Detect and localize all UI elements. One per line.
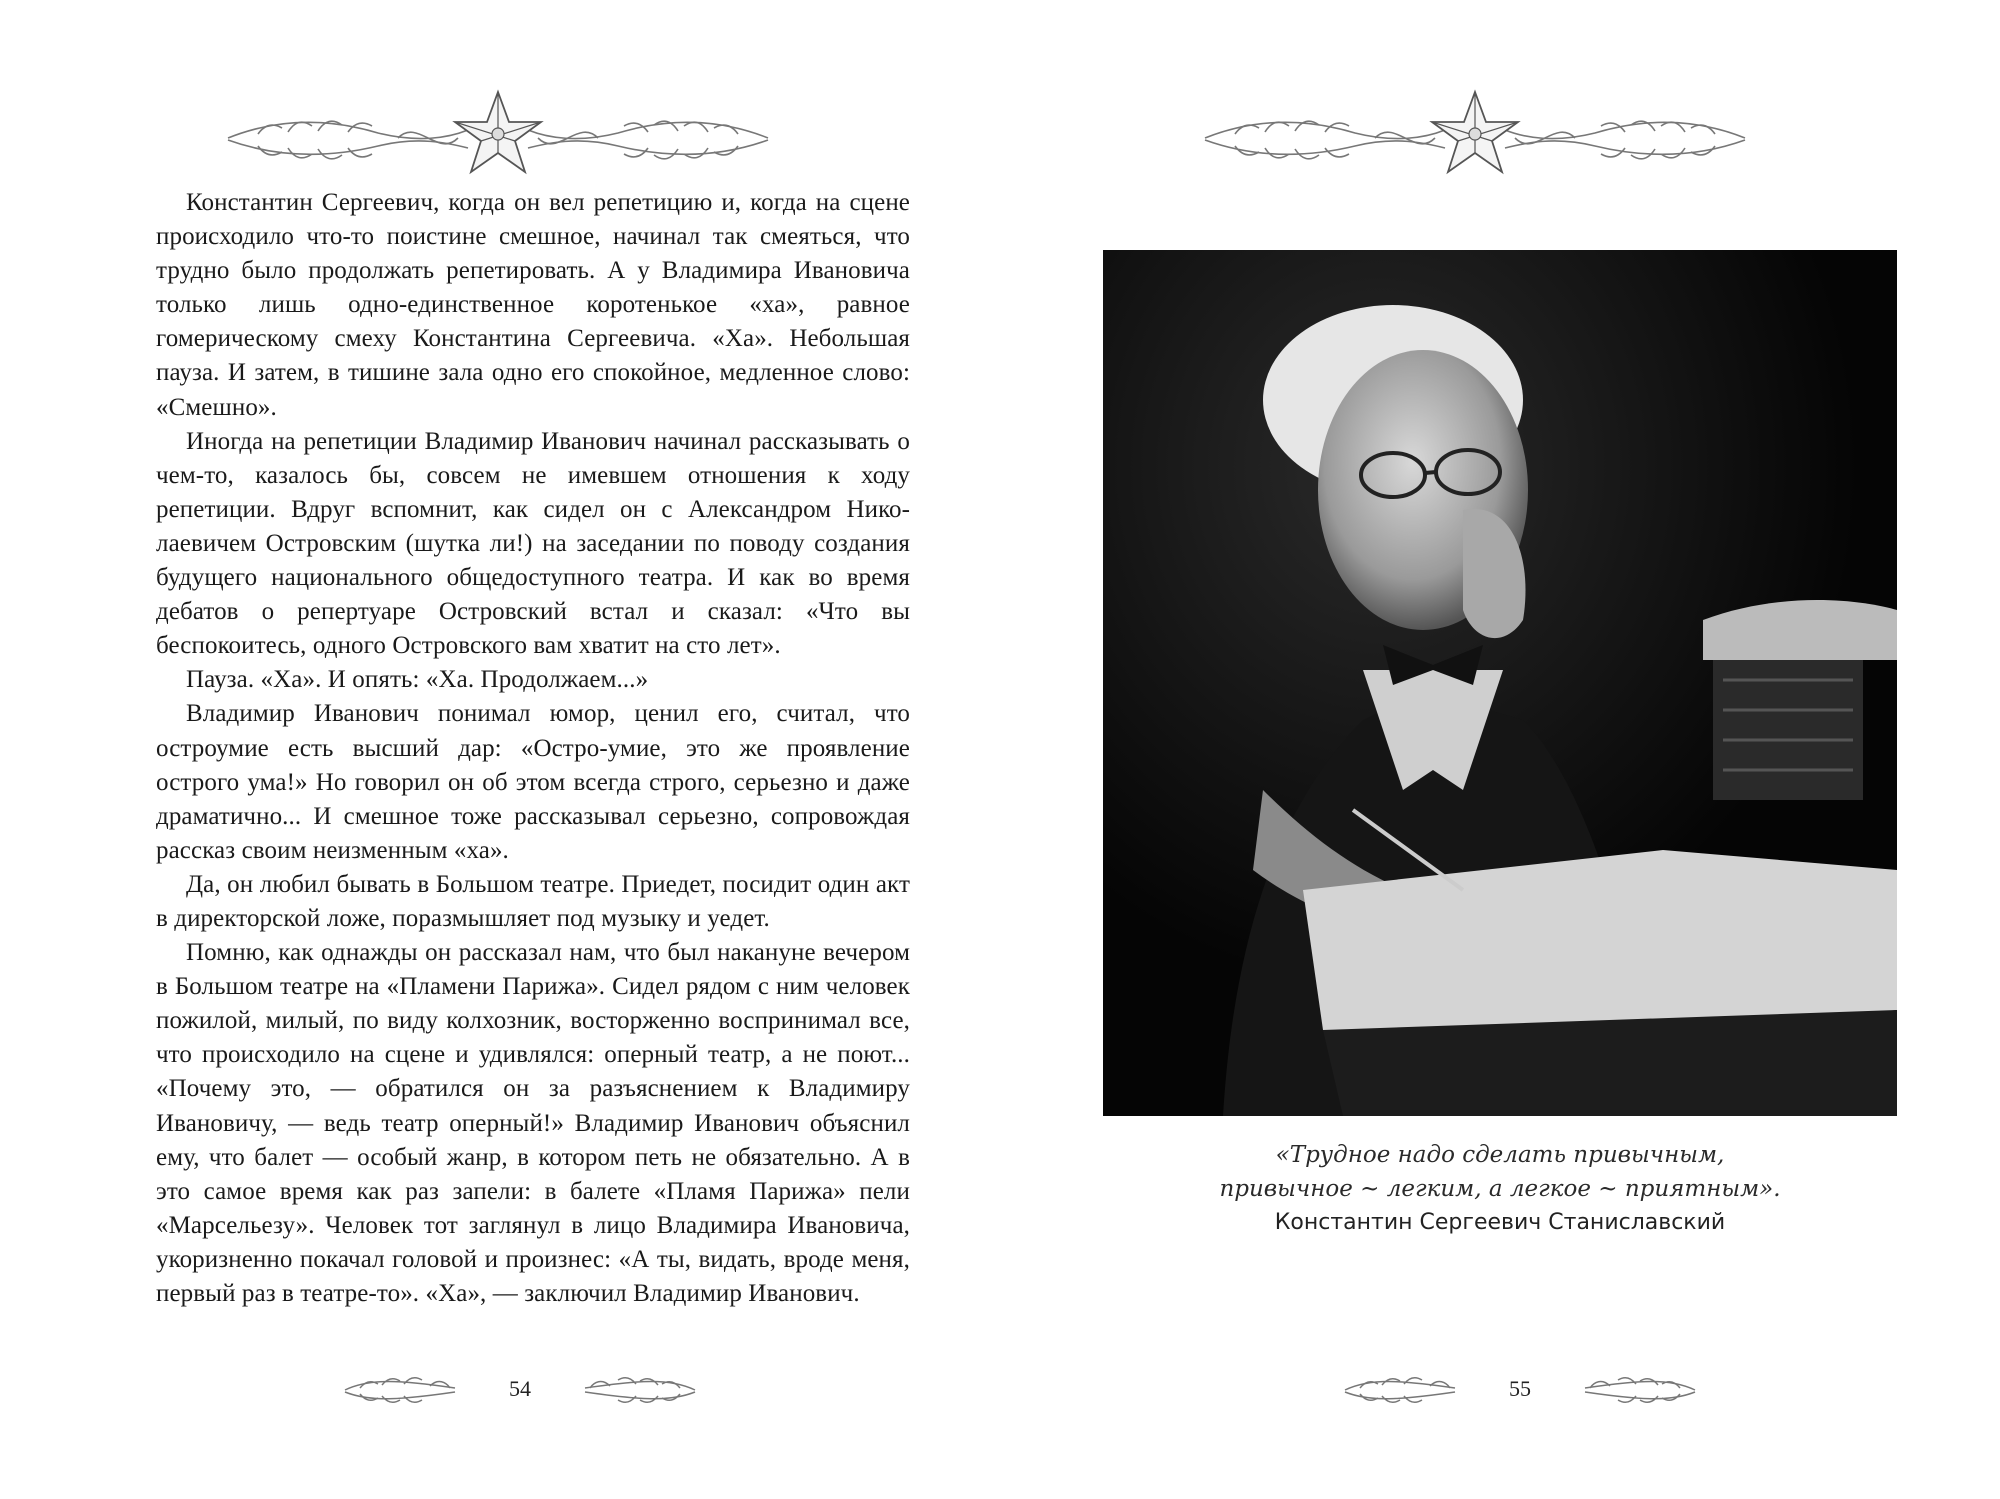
- paragraph: Да, он любил бывать в Большом театре. Приедет, посидит один акт в директорской ложе, поразмышляет под музыку и уедет.: [156, 870, 910, 932]
- caption-quote-line2: привычное ~ легким, а легкое ~ приятным».: [1219, 1176, 1781, 1202]
- paragraph: Помню, как однажды он рассказал нам, что был накануне вечером в Большом театре на «Пламени Парижа». Сидел рядом с ним человек пожилой, милый, по виду колхозник, восторженно воспринимал все, что происходило на сцене и удивлялся: оперный театр, а не поют... «Почему это, — обратился он за разъяснением к Владимиру Ивановичу, — ведь театр оперный!» Владимир Иванович объяснил ему, что балет — особый жанр, в котором петь не обязательно. А в это самое время как раз запели: в балете «Пламя Парижа» пели «Марсельезу». Человек тот заглянул в лицо Владимира Ивановича, укоризненно покачал головой и произнес: «А ты, видать, вроде меня, первый раз в театре-то». «Ха», — заключил Владимир Иванович.: [156, 939, 910, 1307]
- page-footer: [340, 1368, 700, 1418]
- right-page: [1000, 0, 2000, 1499]
- footer-sprig-icon: [580, 1368, 700, 1408]
- caption-quote-line1: «Трудное надо сделать привычным,: [1275, 1142, 1725, 1168]
- paragraph: Иногда на репетиции Владимир Иванович начинал рассказывать о чем-то, казалось бы, совсем не имевшем отношения к ходу репетиции. Вдруг вспомнит, как сидел он с Александром Николаевичем Островским (шутка ли!) на заседании по поводу создания будущего национального общедоступного театра. И как во время дебатов о репертуаре Островский встал и сказал: «Что вы беспокоитесь, одного Островского вам хватит на сто лет».: [156, 427, 910, 660]
- page-number: 55: [1509, 1376, 1531, 1401]
- portrait-photo: [1103, 250, 1897, 1116]
- page-footer: [1340, 1368, 1700, 1418]
- portrait-illustration: [1103, 250, 1897, 1116]
- body-text: [156, 186, 910, 1311]
- paragraph: Пауза. «Ха». И опять: «Ха. Продолжаем...»: [186, 666, 649, 694]
- page-number: 54: [509, 1376, 531, 1401]
- top-ornament-star-icon: [1195, 88, 1755, 178]
- top-ornament-star-icon: [218, 88, 778, 178]
- photo-caption: [1160, 1138, 1840, 1240]
- paragraph: Константин Сергеевич, когда он вел репетицию и, когда на сцене происходило что-то поистине смешное, начинал так смеяться, что трудно было продолжать репетировать. А у Владимира Ивановича только лишь одно-единственное коротенькое «ха», равное гомерическому смеху Константина Сергеевича. «Ха». Небольшая пауза. И затем, в тишине зала одно его спокойное, медленное слово: «Смешно».: [156, 189, 910, 421]
- footer-sprig-icon: [1580, 1368, 1700, 1408]
- paragraph: Владимир Иванович понимал юмор, ценил его, считал, что остроумие есть высший дар: «Остро-умие, это же проявление острого ума!» Но говорил он об этом всегда строго, серьезно и даже драматично... И смешное тоже рассказывал серьезно, сопровождая рассказ своим неизменным «ха».: [156, 700, 910, 864]
- caption-author: Константин Сергеевич Станиславский: [1274, 1210, 1726, 1235]
